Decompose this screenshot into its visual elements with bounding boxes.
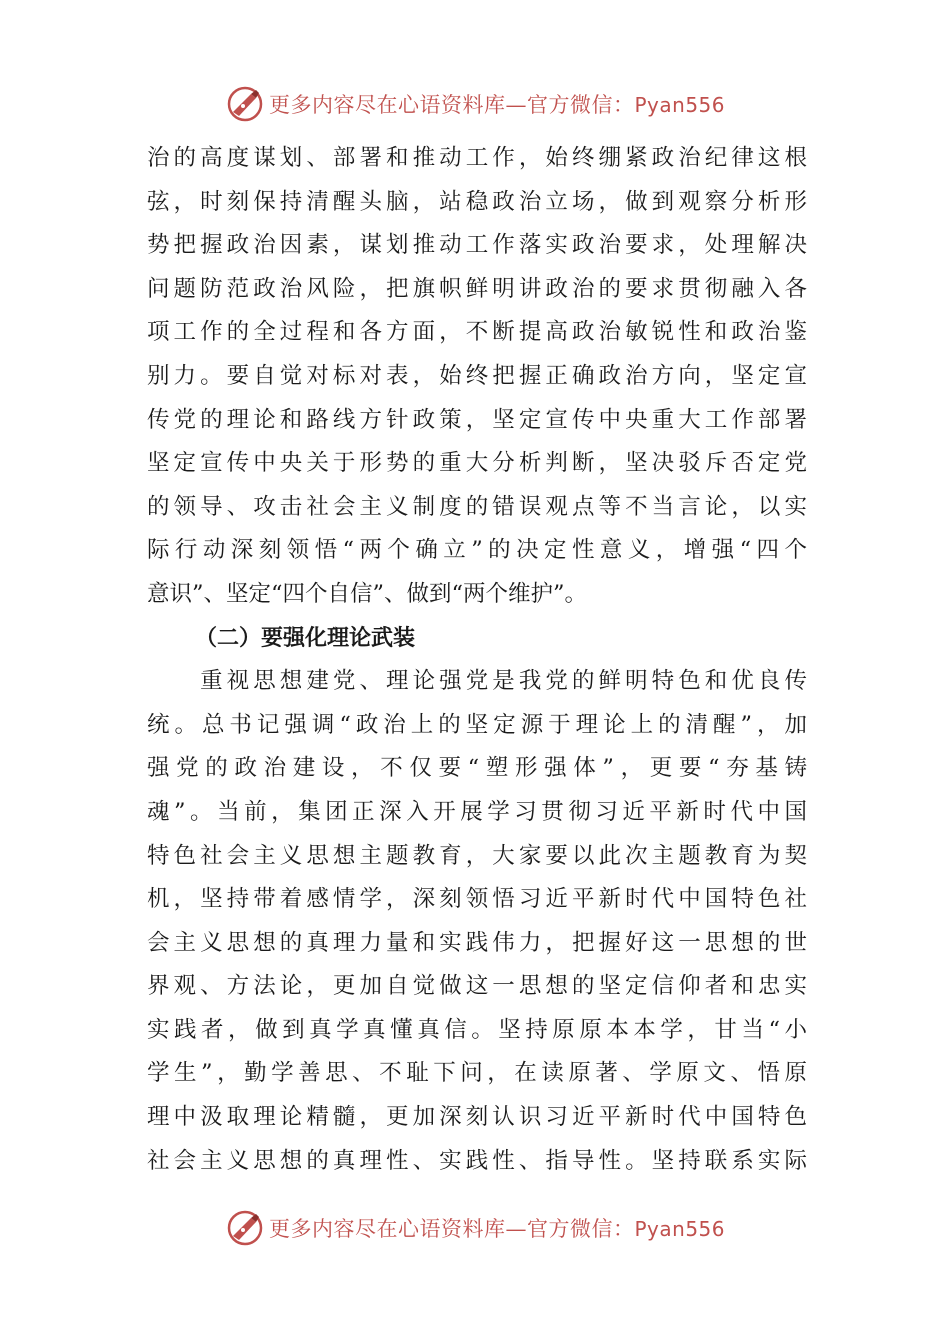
text-line: 重视思想建党、理论强党是我党的鲜明特色和优良传 [147, 668, 807, 695]
text-line: 魂”。当前，集团正深入开展学习贯彻习近平新时代中国 [147, 798, 807, 825]
footer-watermark-banner [0, 1204, 950, 1252]
text-line: 学生”，勤学善思、不耻下问，在读原著、学原文、悟原 [147, 1060, 807, 1087]
text-line: 项工作的全过程和各方面，不断提高政治敏锐性和政治鉴 [147, 319, 807, 346]
text-line: 的领导、攻击社会主义制度的错误观点等不当言论，以实 [147, 493, 807, 520]
pen-nib-logo-icon [225, 1208, 265, 1248]
section-heading: （二）要强化理论武装 [195, 625, 416, 651]
banner-text: 更多内容尽在心语资料库—官方微信：Pyan556 [268, 93, 725, 117]
text-line: 弦，时刻保持清醒头脑，站稳政治立场，做到观察分析形 [147, 188, 807, 215]
text-line: 统。总书记强调“政治上的坚定源于理论上的清醒”，加 [147, 711, 807, 738]
paragraph-1 [147, 137, 807, 617]
document-body [147, 137, 807, 1183]
text-line: 强党的政治建设，不仅要“塑形强体”，更要“夯基铸 [147, 755, 807, 782]
text-line: 际行动深刻领悟“两个确立”的决定性意义，增强“四个 [147, 537, 807, 564]
text-line: 势把握政治因素，谋划推动工作落实政治要求，处理解决 [147, 232, 807, 259]
text-line: 问题防范政治风险，把旗帜鲜明讲政治的要求贯彻融入各 [147, 275, 807, 302]
text-line: 意识”、坚定“四个自信”、做到“两个维护”。 [147, 580, 588, 607]
banner-text: 更多内容尽在心语资料库—官方微信：Pyan556 [268, 1217, 725, 1241]
text-line: 机，坚持带着感情学，深刻领悟习近平新时代中国特色社 [147, 886, 807, 913]
text-line: 传党的理论和路线方针政策，坚定宣传中央重大工作部署 [147, 406, 807, 433]
paragraph-2 [147, 660, 807, 1183]
header-watermark-banner [0, 80, 950, 128]
pen-nib-logo-icon [225, 84, 265, 124]
text-line: 会主义思想的真理力量和实践伟力，把握好这一思想的世 [147, 929, 807, 956]
text-line: 实践者，做到真学真懂真信。坚持原原本本学，甘当“小 [147, 1016, 807, 1043]
text-line: 界观、方法论，更加自觉做这一思想的坚定信仰者和忠实 [147, 973, 807, 1000]
text-line: 社会主义思想的真理性、实践性、指导性。坚持联系实际 [147, 1147, 807, 1174]
text-line: 特色社会主义思想主题教育，大家要以此次主题教育为契 [147, 842, 807, 869]
text-line: 治的高度谋划、部署和推动工作，始终绷紧政治纪律这根 [147, 145, 807, 171]
text-line: 理中汲取理论精髓，更加深刻认识习近平新时代中国特色 [147, 1104, 807, 1131]
text-line: 别力。要自觉对标对表，始终把握正确政治方向，坚定宣 [147, 362, 807, 389]
text-line: 坚定宣传中央关于形势的重大分析判断，坚决驳斥否定党 [147, 450, 807, 477]
